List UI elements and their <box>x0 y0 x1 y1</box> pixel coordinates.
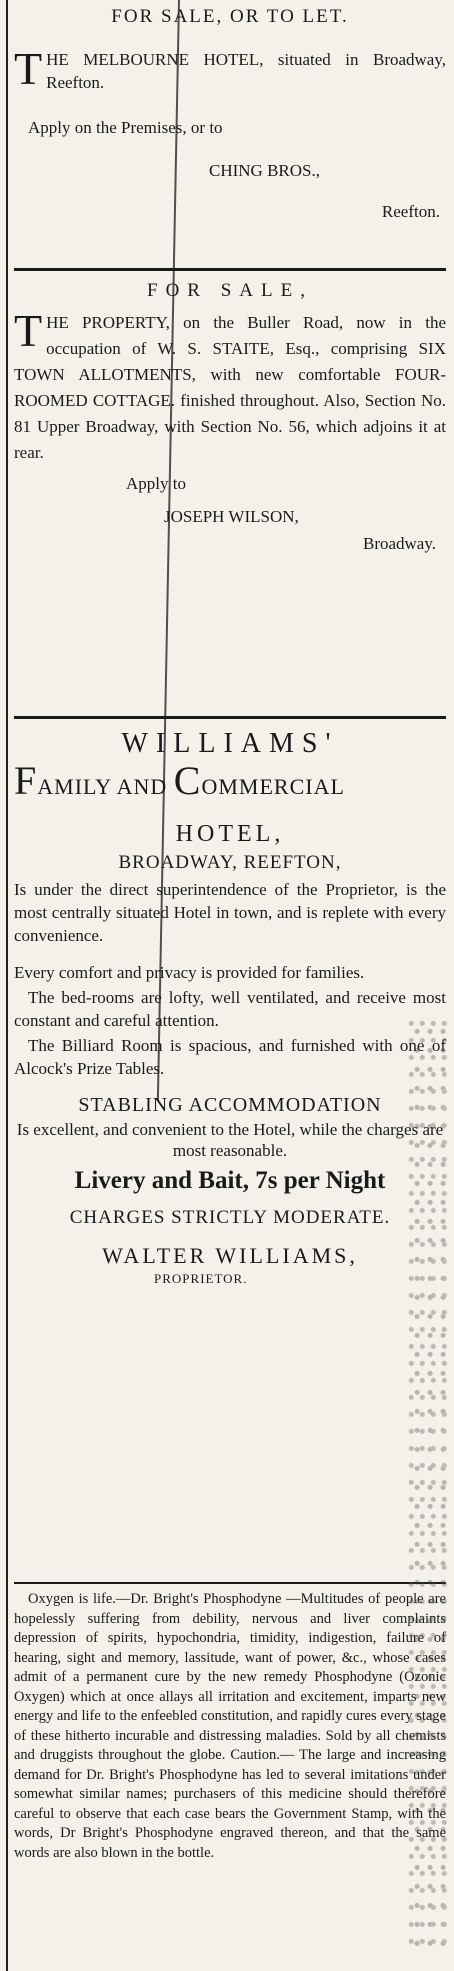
ad2-header: FOR SALE, <box>147 280 313 301</box>
ad2-name: JOSEPH WILSON, <box>164 507 299 526</box>
ad3-owner-title: PROPRIETOR. <box>154 1271 248 1286</box>
ad1-dropcap: T <box>14 43 43 94</box>
ad-phosphodyne <box>14 1590 446 1863</box>
ad3-charges: CHARGES STRICTLY MODERATE. <box>69 1207 391 1228</box>
ad3-stabling: STABLING ACCOMMODATION <box>78 1094 382 1116</box>
ad3-hotel: HOTEL, <box>175 821 285 847</box>
ad3-paragraph-1: Is under the direct superintendence of the Proprietor, is the most centrally situated Hotel in town, and is replete with every convenience. <box>14 880 446 945</box>
ad-williams-hotel <box>14 728 446 1289</box>
ad1-name: CHING BROS., <box>209 161 320 180</box>
ad-for-sale-or-let <box>14 6 446 223</box>
ad3-cap-c: C <box>173 758 202 803</box>
ad1-header: FOR SALE, OR TO LET. <box>111 6 349 27</box>
left-column-rule <box>6 0 8 1971</box>
ad2-body: HE PROPERTY, on the Buller Road, now in the occupation of W. S. STAITE, Esq., comprising SIX TOWN ALLOTMENTS, with new comfortable FOUR-ROOMED COTTAGE. finished throughout. Also, Section No. 81 Upper Broadway, with Section No. 56, which adjoins it at rear. <box>14 313 446 462</box>
ad2-apply: Apply to <box>126 474 186 493</box>
ad3-paragraph-3: The bed-rooms are lofty, well ventilated, and receive most constant and careful attention. <box>14 988 446 1030</box>
ad3-location: BROADWAY, REEFTON, <box>118 852 342 873</box>
ad3-owner: WALTER WILLIAMS, <box>102 1243 358 1268</box>
print-speckle <box>408 1020 448 1950</box>
ad3-line-family: AMILY AND <box>37 774 168 799</box>
ad3-title: WILLIAMS' <box>121 728 339 759</box>
ad3-paragraph-5: Is excellent, and convenient to the Hotel, while the charges are most reasonable. <box>16 1120 444 1160</box>
divider-1 <box>14 268 446 271</box>
divider-3 <box>14 1582 446 1584</box>
ad3-paragraph-4: The Billiard Room is spacious, and furnished with one of Alcock's Prize Tables. <box>14 1036 446 1078</box>
ad3-paragraph-2: Every comfort and privacy is provided for families. <box>14 963 365 982</box>
ad2-dropcap: T <box>14 305 43 356</box>
ad1-place: Reefton. <box>381 202 440 221</box>
divider-2 <box>14 716 446 719</box>
ad3-livery: Livery and Bait, 7s per Night <box>74 1167 386 1194</box>
ad4-body: Oxygen is life.—Dr. Bright's Phosphodyne —Multitudes of people are hopelessly suffering from debility, nervous and liver complaints depression of spirits, hypochondria, timidity, indigestion, failure of hearing, sight and memory, lassitude, want of power, &c., whose cases admit of a permanent cure by the new remedy Phosphodyne (Ozonic Oxygen) which at once allays all irritation and excitement, imparts new energy and life to the enfeebled constitution, and rapidly cures every stage of these hitherto incurable and distressing maladies. Sold by all chemists and druggists throughout the globe. Caution.— The large and increasing demand for Dr. Bright's Phosphodyne has led to several imitations under somewhat similar names; purchasers of this medicine should therefore careful to observe that each case bears the Government Stamp, with the words, Dr Bright's Phosphodyne engraved thereon, and that the same words are also blown in the bottle. <box>14 1591 446 1861</box>
ad2-place: Broadway. <box>362 534 436 553</box>
ad3-cap-f: F <box>14 758 38 803</box>
ad-for-sale-property <box>14 280 446 555</box>
ad1-apply: Apply on the Premises, or to <box>28 118 223 137</box>
ad1-body: HE MELBOURNE HOTEL, situated in Broadway, Reefton. <box>46 50 446 92</box>
ad3-line-commercial: OMMERCIAL <box>201 774 345 799</box>
